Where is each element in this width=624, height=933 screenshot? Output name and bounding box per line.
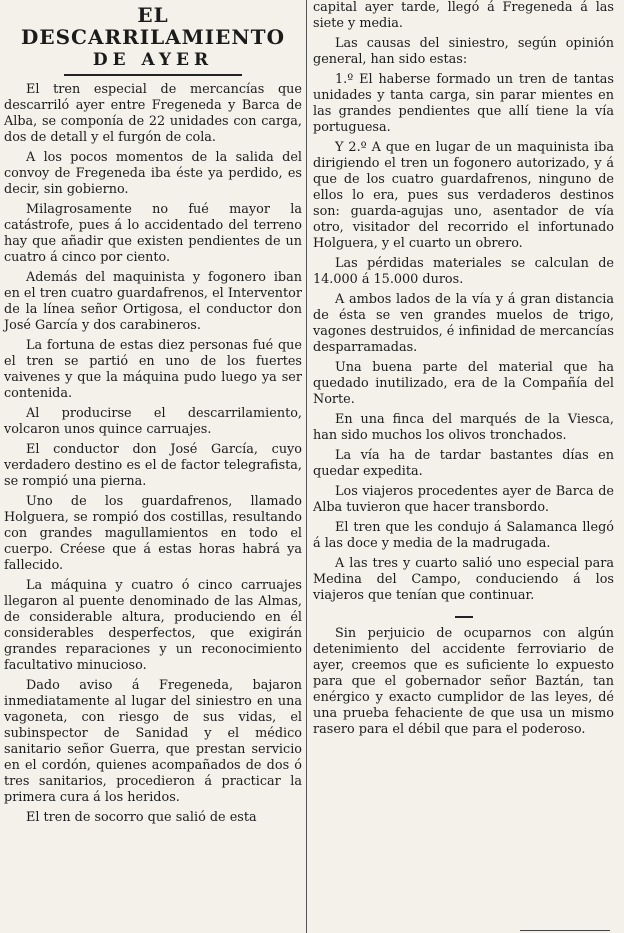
column-divider bbox=[306, 0, 307, 933]
paragraph: 1.º El haberse formado un tren de tantas unidades y tanta carga, sin parar mientes en las grandes pendientes que allí tiene la vía portuguesa. bbox=[313, 72, 614, 135]
paragraph: El tren de socorro que salió de esta bbox=[26, 810, 257, 825]
paragraph: La fortuna de estas diez personas fué que el tren se partió en uno de los fuertes vaivenes y que la máquina pudo luego ya ser contenida. bbox=[4, 338, 302, 401]
paragraph: Uno de los guardafrenos, llamado Holguera, se rompió dos costillas, resultando con grandes magullamientos en todo el cuerpo. Créese que á estas horas habrá ya fallecido. bbox=[4, 494, 302, 573]
paragraph: A las tres y cuarto salió uno especial para Medina del Campo, conduciendo á los viajeros que tenían que continuar. bbox=[313, 556, 614, 603]
right-column bbox=[313, 0, 614, 742]
paragraph: El conductor don José García, cuyo verdadero destino es el de factor telegrafista, se rompió una pierna. bbox=[4, 442, 302, 489]
paragraph: Los viajeros procedentes ayer de Barca de Alba tuvieron que hacer transbordo. bbox=[313, 484, 614, 515]
bottom-rule bbox=[520, 930, 610, 931]
left-column bbox=[4, 0, 302, 830]
paragraph: Además del maquinista y fogonero iban en el tren cuatro guardafrenos, el Interventor de la línea señor Ortigosa, el conductor don José García y dos carabineros. bbox=[4, 270, 302, 333]
paragraph: A los pocos momentos de la salida del convoy de Fregeneda iba éste ya perdido, es decir, sin gobierno. bbox=[4, 150, 302, 197]
article-headline: EL DESCARRILAMIENTO bbox=[21, 3, 285, 49]
paragraph: Una buena parte del material que ha quedado inutilizado, era de la Compañía del Norte. bbox=[313, 360, 614, 407]
paragraph: El tren especial de mercancías que descarriló ayer entre Fregeneda y Barca de Alba, se componía de 22 unidades con carga, dos de detall y el furgón de cola. bbox=[4, 82, 302, 145]
paragraph-continuation: capital ayer tarde, llegó á Fregeneda á las siete y media. bbox=[313, 0, 614, 31]
paragraph: En una finca del marqués de la Viesca, han sido muchos los olivos tronchados. bbox=[313, 412, 614, 443]
paragraph: La vía ha de tardar bastantes días en quedar expedita. bbox=[313, 448, 614, 479]
section-separator bbox=[455, 616, 473, 618]
paragraph: La máquina y cuatro ó cinco carruajes llegaron al puente denominado de las Almas, de considerable altura, produciendo en él considerables desperfectos, que exigirán grandes reparaciones y un reconocimiento facultativo minucioso. bbox=[4, 578, 302, 673]
paragraph: Dado aviso á Fregeneda, bajaron inmediatamente al lugar del siniestro en una vagoneta, con riesgo de sus vidas, el subinspector de Sanidad y el médico sanitario señor Guerra, que prestan servicio en el cordón, quienes acompañados de dos ó tres sanitarios, procedieron á practicar la primera cura á los heridos. bbox=[4, 678, 302, 805]
paragraph: Al producirse el descarrilamiento, volcaron unos quince carruajes. bbox=[4, 406, 302, 437]
paragraph: A ambos lados de la vía y á gran distancia de ésta se ven grandes muelos de trigo, vagones destruidos, é infinidad de mercancías desparramadas. bbox=[313, 292, 614, 355]
closing-paragraph: Sin perjuicio de ocuparnos con algún detenimiento del accidente ferroviario de ayer, creemos que es suficiente lo expuesto para que el gobernador señor Baztán, tan enérgico y exacto cumplidor de las leyes, dé una prueba fehaciente de que usa un mismo rasero para el débil que para el poderoso. bbox=[313, 626, 614, 737]
article-subheadline: DE AYER bbox=[92, 50, 214, 70]
paragraph: Milagrosamente no fué mayor la catástrofe, pues á lo accidentado del terreno hay que añadir que existen pendientes de un cuatro á cinco por ciento. bbox=[4, 202, 302, 265]
paragraph: Y 2.º A que en lugar de un maquinista iba dirigiendo el tren un fogonero autorizado, y á que de los cuatro guardafrenos, ninguno de ellos lo era, pues sus verdaderos destinos son: guarda-agujas uno, asentador de vía otro, visitador del recorrido el infortunado Holguera, y el cuarto un obrero. bbox=[313, 140, 614, 251]
paragraph: Las pérdidas materiales se calculan de 14.000 á 15.000 duros. bbox=[313, 256, 614, 287]
paragraph: El tren que les condujo á Salamanca llegó á las doce y media de la madrugada. bbox=[313, 520, 614, 551]
paragraph: Las causas del siniestro, según opinión general, han sido estas: bbox=[313, 36, 614, 67]
headline-rule bbox=[64, 74, 242, 76]
